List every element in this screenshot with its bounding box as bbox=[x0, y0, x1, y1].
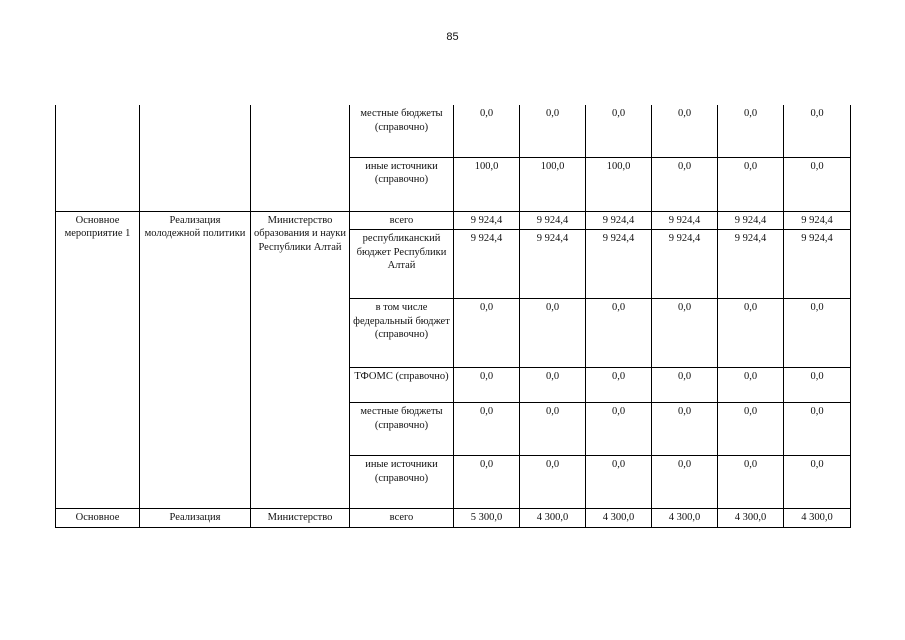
amount-cell: 9 924,4 bbox=[718, 211, 784, 230]
amount-cell: 9 924,4 bbox=[520, 230, 586, 299]
amount-cell: 0,0 bbox=[652, 368, 718, 403]
budget-table bbox=[55, 105, 851, 528]
amount-cell: 5 300,0 bbox=[454, 509, 520, 528]
funding-source-cell: республиканский бюджет Республики Алтай bbox=[350, 230, 454, 299]
amount-cell: 0,0 bbox=[718, 157, 784, 211]
amount-cell: 0,0 bbox=[520, 456, 586, 509]
amount-cell: 0,0 bbox=[586, 105, 652, 157]
amount-cell: 0,0 bbox=[784, 368, 851, 403]
page-number: 85 bbox=[446, 31, 459, 43]
amount-cell: 0,0 bbox=[520, 299, 586, 368]
amount-cell: 0,0 bbox=[586, 456, 652, 509]
amount-cell: 0,0 bbox=[784, 403, 851, 456]
amount-cell: 0,0 bbox=[784, 299, 851, 368]
amount-cell: 9 924,4 bbox=[652, 211, 718, 230]
table-row bbox=[56, 211, 851, 230]
amount-cell: 0,0 bbox=[520, 403, 586, 456]
amount-cell: 9 924,4 bbox=[652, 230, 718, 299]
amount-cell: 0,0 bbox=[652, 299, 718, 368]
budget-table-body bbox=[56, 105, 851, 527]
amount-cell: 9 924,4 bbox=[586, 211, 652, 230]
amount-cell: 0,0 bbox=[718, 299, 784, 368]
amount-cell: 0,0 bbox=[718, 456, 784, 509]
event-type-cell bbox=[56, 105, 140, 211]
amount-cell: 0,0 bbox=[454, 403, 520, 456]
table-row bbox=[56, 509, 851, 528]
funding-source-cell: ТФОМС (справочно) bbox=[350, 368, 454, 403]
funding-source-cell: в том числе федеральный бюджет (справочно) bbox=[350, 299, 454, 368]
amount-cell: 0,0 bbox=[652, 105, 718, 157]
amount-cell: 0,0 bbox=[454, 299, 520, 368]
amount-cell: 0,0 bbox=[454, 456, 520, 509]
amount-cell: 0,0 bbox=[586, 368, 652, 403]
funding-source-cell: всего bbox=[350, 509, 454, 528]
event-type-cell: Основное bbox=[56, 509, 140, 528]
amount-cell: 4 300,0 bbox=[784, 509, 851, 528]
amount-cell: 9 924,4 bbox=[586, 230, 652, 299]
table-row bbox=[56, 105, 851, 157]
amount-cell: 0,0 bbox=[652, 157, 718, 211]
funding-source-cell: местные бюджеты (справочно) bbox=[350, 105, 454, 157]
event-executor-cell: Министерство bbox=[251, 509, 350, 528]
amount-cell: 0,0 bbox=[454, 368, 520, 403]
amount-cell: 0,0 bbox=[718, 403, 784, 456]
amount-cell: 9 924,4 bbox=[454, 211, 520, 230]
amount-cell: 9 924,4 bbox=[784, 230, 851, 299]
funding-source-cell: местные бюджеты (справочно) bbox=[350, 403, 454, 456]
amount-cell: 9 924,4 bbox=[520, 211, 586, 230]
event-name-cell: Реализация bbox=[140, 509, 251, 528]
amount-cell: 0,0 bbox=[520, 105, 586, 157]
amount-cell: 9 924,4 bbox=[454, 230, 520, 299]
amount-cell: 0,0 bbox=[784, 157, 851, 211]
amount-cell: 0,0 bbox=[784, 456, 851, 509]
amount-cell: 100,0 bbox=[586, 157, 652, 211]
amount-cell: 0,0 bbox=[520, 368, 586, 403]
event-name-cell: Реализация молодежной политики bbox=[140, 211, 251, 509]
amount-cell: 0,0 bbox=[652, 456, 718, 509]
event-executor-cell: Министерство образования и науки Республики Алтай bbox=[251, 211, 350, 509]
amount-cell: 4 300,0 bbox=[520, 509, 586, 528]
amount-cell: 0,0 bbox=[586, 403, 652, 456]
amount-cell: 0,0 bbox=[652, 403, 718, 456]
event-name-cell bbox=[140, 105, 251, 211]
amount-cell: 100,0 bbox=[454, 157, 520, 211]
amount-cell: 0,0 bbox=[586, 299, 652, 368]
event-type-cell: Основное мероприятие 1 bbox=[56, 211, 140, 509]
amount-cell: 0,0 bbox=[784, 105, 851, 157]
amount-cell: 9 924,4 bbox=[784, 211, 851, 230]
event-executor-cell bbox=[251, 105, 350, 211]
amount-cell: 9 924,4 bbox=[718, 230, 784, 299]
amount-cell: 0,0 bbox=[718, 368, 784, 403]
funding-source-cell: всего bbox=[350, 211, 454, 230]
amount-cell: 4 300,0 bbox=[586, 509, 652, 528]
amount-cell: 0,0 bbox=[454, 105, 520, 157]
funding-source-cell: иные источники (справочно) bbox=[350, 157, 454, 211]
amount-cell: 4 300,0 bbox=[652, 509, 718, 528]
amount-cell: 0,0 bbox=[718, 105, 784, 157]
funding-source-cell: иные источники (справочно) bbox=[350, 456, 454, 509]
amount-cell: 100,0 bbox=[520, 157, 586, 211]
amount-cell: 4 300,0 bbox=[718, 509, 784, 528]
